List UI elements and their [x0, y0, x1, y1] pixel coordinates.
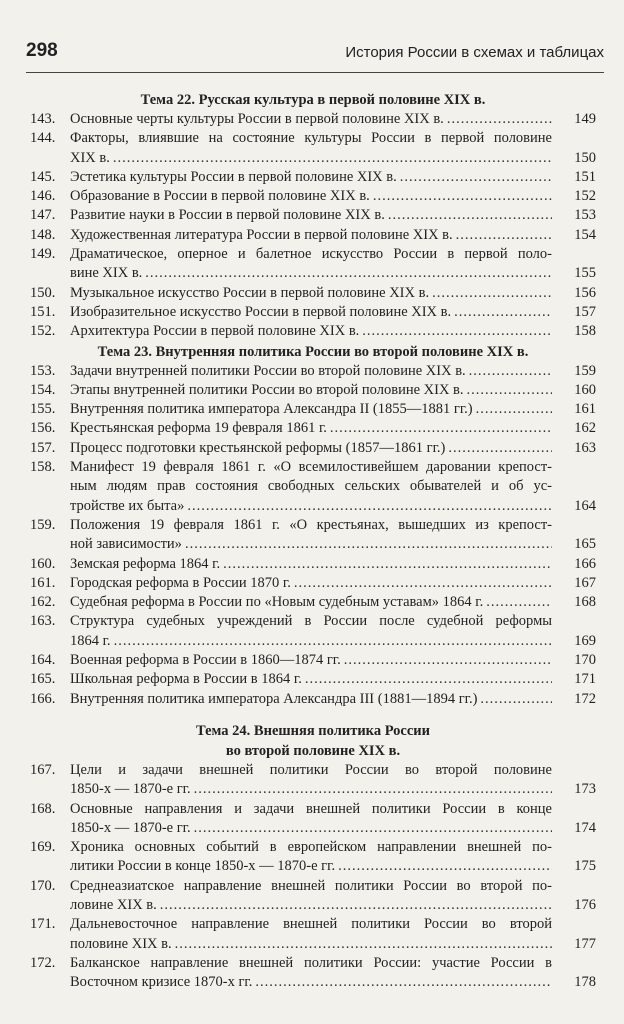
section-title: [30, 90, 596, 110]
dot-leader: [344, 651, 552, 670]
entry-number: 146.: [30, 188, 56, 205]
entry-number: 164.: [30, 652, 56, 669]
entry-number: 167.: [30, 761, 56, 778]
entry-title-line: [70, 780, 552, 799]
dot-leader: [185, 535, 552, 554]
toc-entry: [30, 129, 596, 168]
entry-title-line: Балканское направление внешней политики России: участие России в: [70, 954, 552, 971]
dot-leader: [373, 187, 552, 206]
entry-title-text: Восточном кризисе 1870-х гг.: [70, 974, 253, 991]
entry-title-text: Внутренняя политика императора Александра III (1881—1894 гг.): [70, 690, 478, 707]
entry-page-number: 164: [574, 497, 596, 514]
entry-page-number: 154: [574, 226, 596, 243]
dot-leader: [305, 670, 552, 689]
entry-number: 143.: [30, 111, 56, 127]
entry-number: 156.: [30, 420, 56, 437]
table-of-contents: [30, 90, 596, 992]
entry-number: 151.: [30, 303, 56, 320]
entry-number: 158.: [30, 459, 56, 476]
toc-entry: [30, 516, 596, 555]
entry-number: 149.: [30, 246, 56, 263]
toc-entry: [30, 362, 596, 381]
entry-page-number: 166: [574, 555, 596, 572]
section-title: [30, 721, 596, 761]
toc-entry: [30, 800, 596, 839]
entry-title-text: Судебная реформа в России по «Новым судебным уставам» 1864 г.: [70, 594, 484, 611]
entry-number: 161.: [30, 574, 56, 591]
toc-entry: [30, 593, 596, 612]
entry-number: 165.: [30, 671, 56, 688]
entry-page-number: 149: [574, 111, 596, 127]
entry-title-line: [70, 973, 552, 992]
entry-title-text: Изобразительное искусство России в первой половине XIX в.: [70, 303, 452, 320]
entry-page-number: 175: [574, 858, 596, 875]
dot-leader: [362, 322, 552, 341]
entry-title-text: Архитектура России в первой половине XIX в.: [70, 323, 360, 340]
entry-title-line: [70, 819, 552, 838]
entry-page-number: 178: [574, 974, 596, 991]
toc-entry: [30, 187, 596, 206]
entry-title-line: [70, 535, 552, 554]
entry-title-line: ным людям прав состояния свободных сельских обывателей и об ус-: [70, 478, 552, 495]
entry-title-line: [70, 206, 552, 225]
entry-title-line: Факторы, влиявшие на состояние культуры России в первой половине: [70, 130, 552, 147]
entry-page-number: 159: [574, 362, 596, 379]
entry-number: 169.: [30, 839, 56, 856]
entry-title-text: 1850-х — 1870-е гг.: [70, 781, 191, 798]
entry-title-text: Военная реформа в России в 1860—1874 гг.: [70, 652, 341, 669]
dot-leader: [469, 362, 552, 381]
entry-number: 159.: [30, 516, 56, 533]
toc-entry: [30, 400, 596, 419]
entry-title-text: Задачи внутренней политики России во второй половине XIX в.: [70, 362, 466, 379]
entry-page-number: 170: [574, 652, 596, 669]
entry-title-line: Основные направления и задачи внешней политики России в конце: [70, 800, 552, 817]
entry-title-line: Структура судебных учреждений в России после судебной реформы: [70, 613, 552, 630]
entry-title-text: ловине XIX в.: [70, 896, 157, 913]
entry-title-line: Дальневосточное направление внешней политики России во второй: [70, 916, 552, 933]
toc-entry: [30, 245, 596, 284]
entry-page-number: 160: [574, 381, 596, 398]
toc-entry: [30, 381, 596, 400]
entry-title-line: [70, 439, 552, 458]
toc-entry: [30, 670, 596, 689]
entry-title-text: XIX в.: [70, 149, 110, 166]
entry-page-number: 158: [574, 323, 596, 340]
dot-leader: [456, 226, 552, 245]
entry-page-number: 150: [574, 149, 596, 166]
section-topic-24: [30, 721, 596, 993]
entry-title-line: [70, 419, 552, 438]
entry-title-text: ной зависимости»: [70, 536, 182, 553]
dot-leader: [388, 206, 552, 225]
entry-title-line: Драматическое, оперное и балетное искусство России в первой поло-: [70, 246, 552, 263]
entry-title-line: [70, 168, 552, 187]
entry-title-line: [70, 896, 552, 915]
entry-title-line: [70, 226, 552, 245]
section-topic-22: [30, 90, 596, 342]
dot-leader: [187, 497, 552, 516]
dot-leader: [447, 110, 552, 129]
toc-entry: [30, 954, 596, 993]
entry-title-line: [70, 632, 552, 651]
entry-page-number: 151: [574, 168, 596, 185]
dot-leader: [330, 419, 552, 438]
entry-page-number: 153: [574, 207, 596, 224]
dot-leader: [194, 780, 552, 799]
section-title-line: во второй половине XIX в.: [225, 742, 401, 759]
entry-page-number: 156: [574, 284, 596, 301]
entry-title-text: Развитие науки в России в первой половине XIX в.: [70, 207, 385, 224]
entry-title-line: [70, 264, 552, 283]
toc-entry: [30, 439, 596, 458]
page-header: [26, 38, 604, 73]
toc-entry: [30, 419, 596, 438]
entry-number: 155.: [30, 401, 56, 418]
toc-entry: [30, 458, 596, 516]
entry-title-line: [70, 574, 552, 593]
toc-entry: [30, 110, 596, 129]
dot-leader: [294, 574, 552, 593]
entry-title-line: Среднеазиатское направление внешней политики России во второй по-: [70, 877, 552, 894]
toc-entry: [30, 206, 596, 225]
entry-title-line: [70, 284, 552, 303]
entry-title-text: Внутренняя политика императора Александра II (1855—1881 гг.): [70, 401, 473, 418]
entry-page-number: 168: [574, 594, 596, 611]
entry-title-text: Образование в России в первой половине XIX в.: [70, 188, 370, 205]
entry-title-line: Цели и задачи внешней политики России во второй половине: [70, 761, 552, 778]
entry-title-text: Эстетика культуры России в первой половине XIX в.: [70, 168, 397, 185]
entry-page-number: 169: [574, 632, 596, 649]
dot-leader: [448, 439, 552, 458]
dot-leader: [194, 819, 552, 838]
toc-entry: [30, 168, 596, 187]
entry-number: 162.: [30, 594, 56, 611]
entry-title-text: Школьная реформа в России в 1864 г.: [70, 671, 302, 688]
entry-number: 144.: [30, 130, 56, 147]
entry-number: 170.: [30, 877, 56, 894]
entry-title-line: [70, 381, 552, 400]
entry-title-text: Художественная литература России в первой половине XIX в.: [70, 226, 453, 243]
entry-page-number: 155: [574, 265, 596, 282]
entry-title-line: [70, 651, 552, 670]
entry-page-number: 174: [574, 819, 596, 836]
entry-number: 147.: [30, 207, 56, 224]
entry-page-number: 172: [574, 690, 596, 707]
entry-title-line: [70, 935, 552, 954]
entry-title-line: Хроника основных событий в европейском направлении внешней по-: [70, 839, 552, 856]
section-title-line: Тема 23. Внутренняя политика России во второй половине XIX в.: [97, 343, 529, 360]
entry-number: 166.: [30, 690, 56, 707]
dot-leader: [255, 973, 552, 992]
toc-entry: [30, 226, 596, 245]
dot-leader: [467, 381, 552, 400]
section-topic-23: [30, 342, 596, 709]
entry-title-line: [70, 497, 552, 516]
entry-number: 171.: [30, 916, 56, 933]
entry-title-line: [70, 593, 552, 612]
toc-entry: [30, 303, 596, 322]
toc-entry: [30, 574, 596, 593]
entry-page-number: 177: [574, 935, 596, 952]
toc-entry: [30, 877, 596, 916]
entry-number: 150.: [30, 284, 56, 301]
entry-number: 153.: [30, 362, 56, 379]
entry-number: 163.: [30, 613, 56, 630]
entry-page-number: 165: [574, 536, 596, 553]
entry-page-number: 171: [574, 671, 596, 688]
entry-title-line: [70, 362, 552, 381]
dot-leader: [145, 264, 552, 283]
entry-title-line: [70, 149, 552, 168]
entry-title-line: [70, 857, 552, 876]
dot-leader: [476, 400, 552, 419]
entry-number: 172.: [30, 954, 56, 971]
entry-title-line: Положения 19 февраля 1861 г. «О крестьянах, вышедших из крепост-: [70, 516, 552, 533]
dot-leader: [160, 896, 552, 915]
entry-number: 157.: [30, 439, 56, 456]
dot-leader: [338, 857, 552, 876]
entry-title-text: Этапы внутренней политики России во второй половине XIX в.: [70, 381, 464, 398]
entry-page-number: 161: [574, 401, 596, 418]
dot-leader: [175, 935, 552, 954]
toc-entry: [30, 284, 596, 303]
entry-number: 160.: [30, 555, 56, 572]
entry-title-text: вине XIX в.: [70, 265, 143, 282]
dot-leader: [113, 149, 552, 168]
entry-page-number: 152: [574, 188, 596, 205]
entry-title-text: половине XIX в.: [70, 935, 172, 952]
entry-page-number: 176: [574, 896, 596, 913]
entry-title-line: [70, 400, 552, 419]
toc-entry: [30, 322, 596, 341]
entry-title-line: [70, 555, 552, 574]
entry-title-text: 1864 г.: [70, 632, 111, 649]
dot-leader: [432, 284, 552, 303]
entry-title-text: Городская реформа в России 1870 г.: [70, 574, 291, 591]
entry-title-line: [70, 670, 552, 689]
section-title-line: Тема 22. Русская культура в первой половине XIX в.: [140, 92, 486, 108]
toc-entry: [30, 690, 596, 709]
section-title-line: Тема 24. Внешняя политика России: [195, 722, 431, 739]
entry-title-text: Основные черты культуры России в первой половине XIX в.: [70, 111, 444, 127]
toc-entry: [30, 651, 596, 670]
dot-leader: [454, 303, 552, 322]
entry-title-line: Манифест 19 февраля 1861 г. «О всемилостивейшем даровании крепост-: [70, 459, 552, 476]
page-number: 298: [26, 40, 58, 61]
entry-title-text: Земская реформа 1864 г.: [70, 555, 221, 572]
dot-leader: [486, 593, 552, 612]
toc-entry: [30, 838, 596, 877]
entry-title-text: Крестьянская реформа 19 февраля 1861 г.: [70, 420, 327, 437]
book-title: История России в схемах и таблицах: [345, 44, 604, 61]
entry-number: 152.: [30, 323, 56, 340]
entry-page-number: 162: [574, 420, 596, 437]
entry-title-text: Музыкальное искусство России в первой половине XIX в.: [70, 284, 430, 301]
entry-title-line: [70, 303, 552, 322]
entry-number: 148.: [30, 226, 56, 243]
toc-entry: [30, 915, 596, 954]
entry-title-line: [70, 187, 552, 206]
dot-leader: [480, 690, 552, 709]
entry-page-number: 173: [574, 781, 596, 798]
dot-leader: [223, 555, 552, 574]
section-title: [30, 342, 596, 362]
entry-title-line: [70, 690, 552, 709]
entry-page-number: 167: [574, 574, 596, 591]
entry-title-line: [70, 110, 552, 129]
entry-number: 154.: [30, 381, 56, 398]
toc-entry: [30, 555, 596, 574]
toc-entry: [30, 612, 596, 651]
toc-entry: [30, 761, 596, 800]
entry-page-number: 157: [574, 303, 596, 320]
dot-leader: [114, 632, 552, 651]
entry-title-text: литики России в конце 1850-х — 1870-е гг.: [70, 858, 336, 875]
entry-title-text: тройстве их быта»: [70, 497, 185, 514]
entry-number: 168.: [30, 800, 56, 817]
entry-title-text: 1850-х — 1870-е гг.: [70, 819, 191, 836]
dot-leader: [400, 168, 552, 187]
entry-title-line: [70, 322, 552, 341]
entry-number: 145.: [30, 168, 56, 185]
entry-title-text: Процесс подготовки крестьянской реформы (1857—1861 гг.): [70, 439, 446, 456]
entry-page-number: 163: [574, 439, 596, 456]
